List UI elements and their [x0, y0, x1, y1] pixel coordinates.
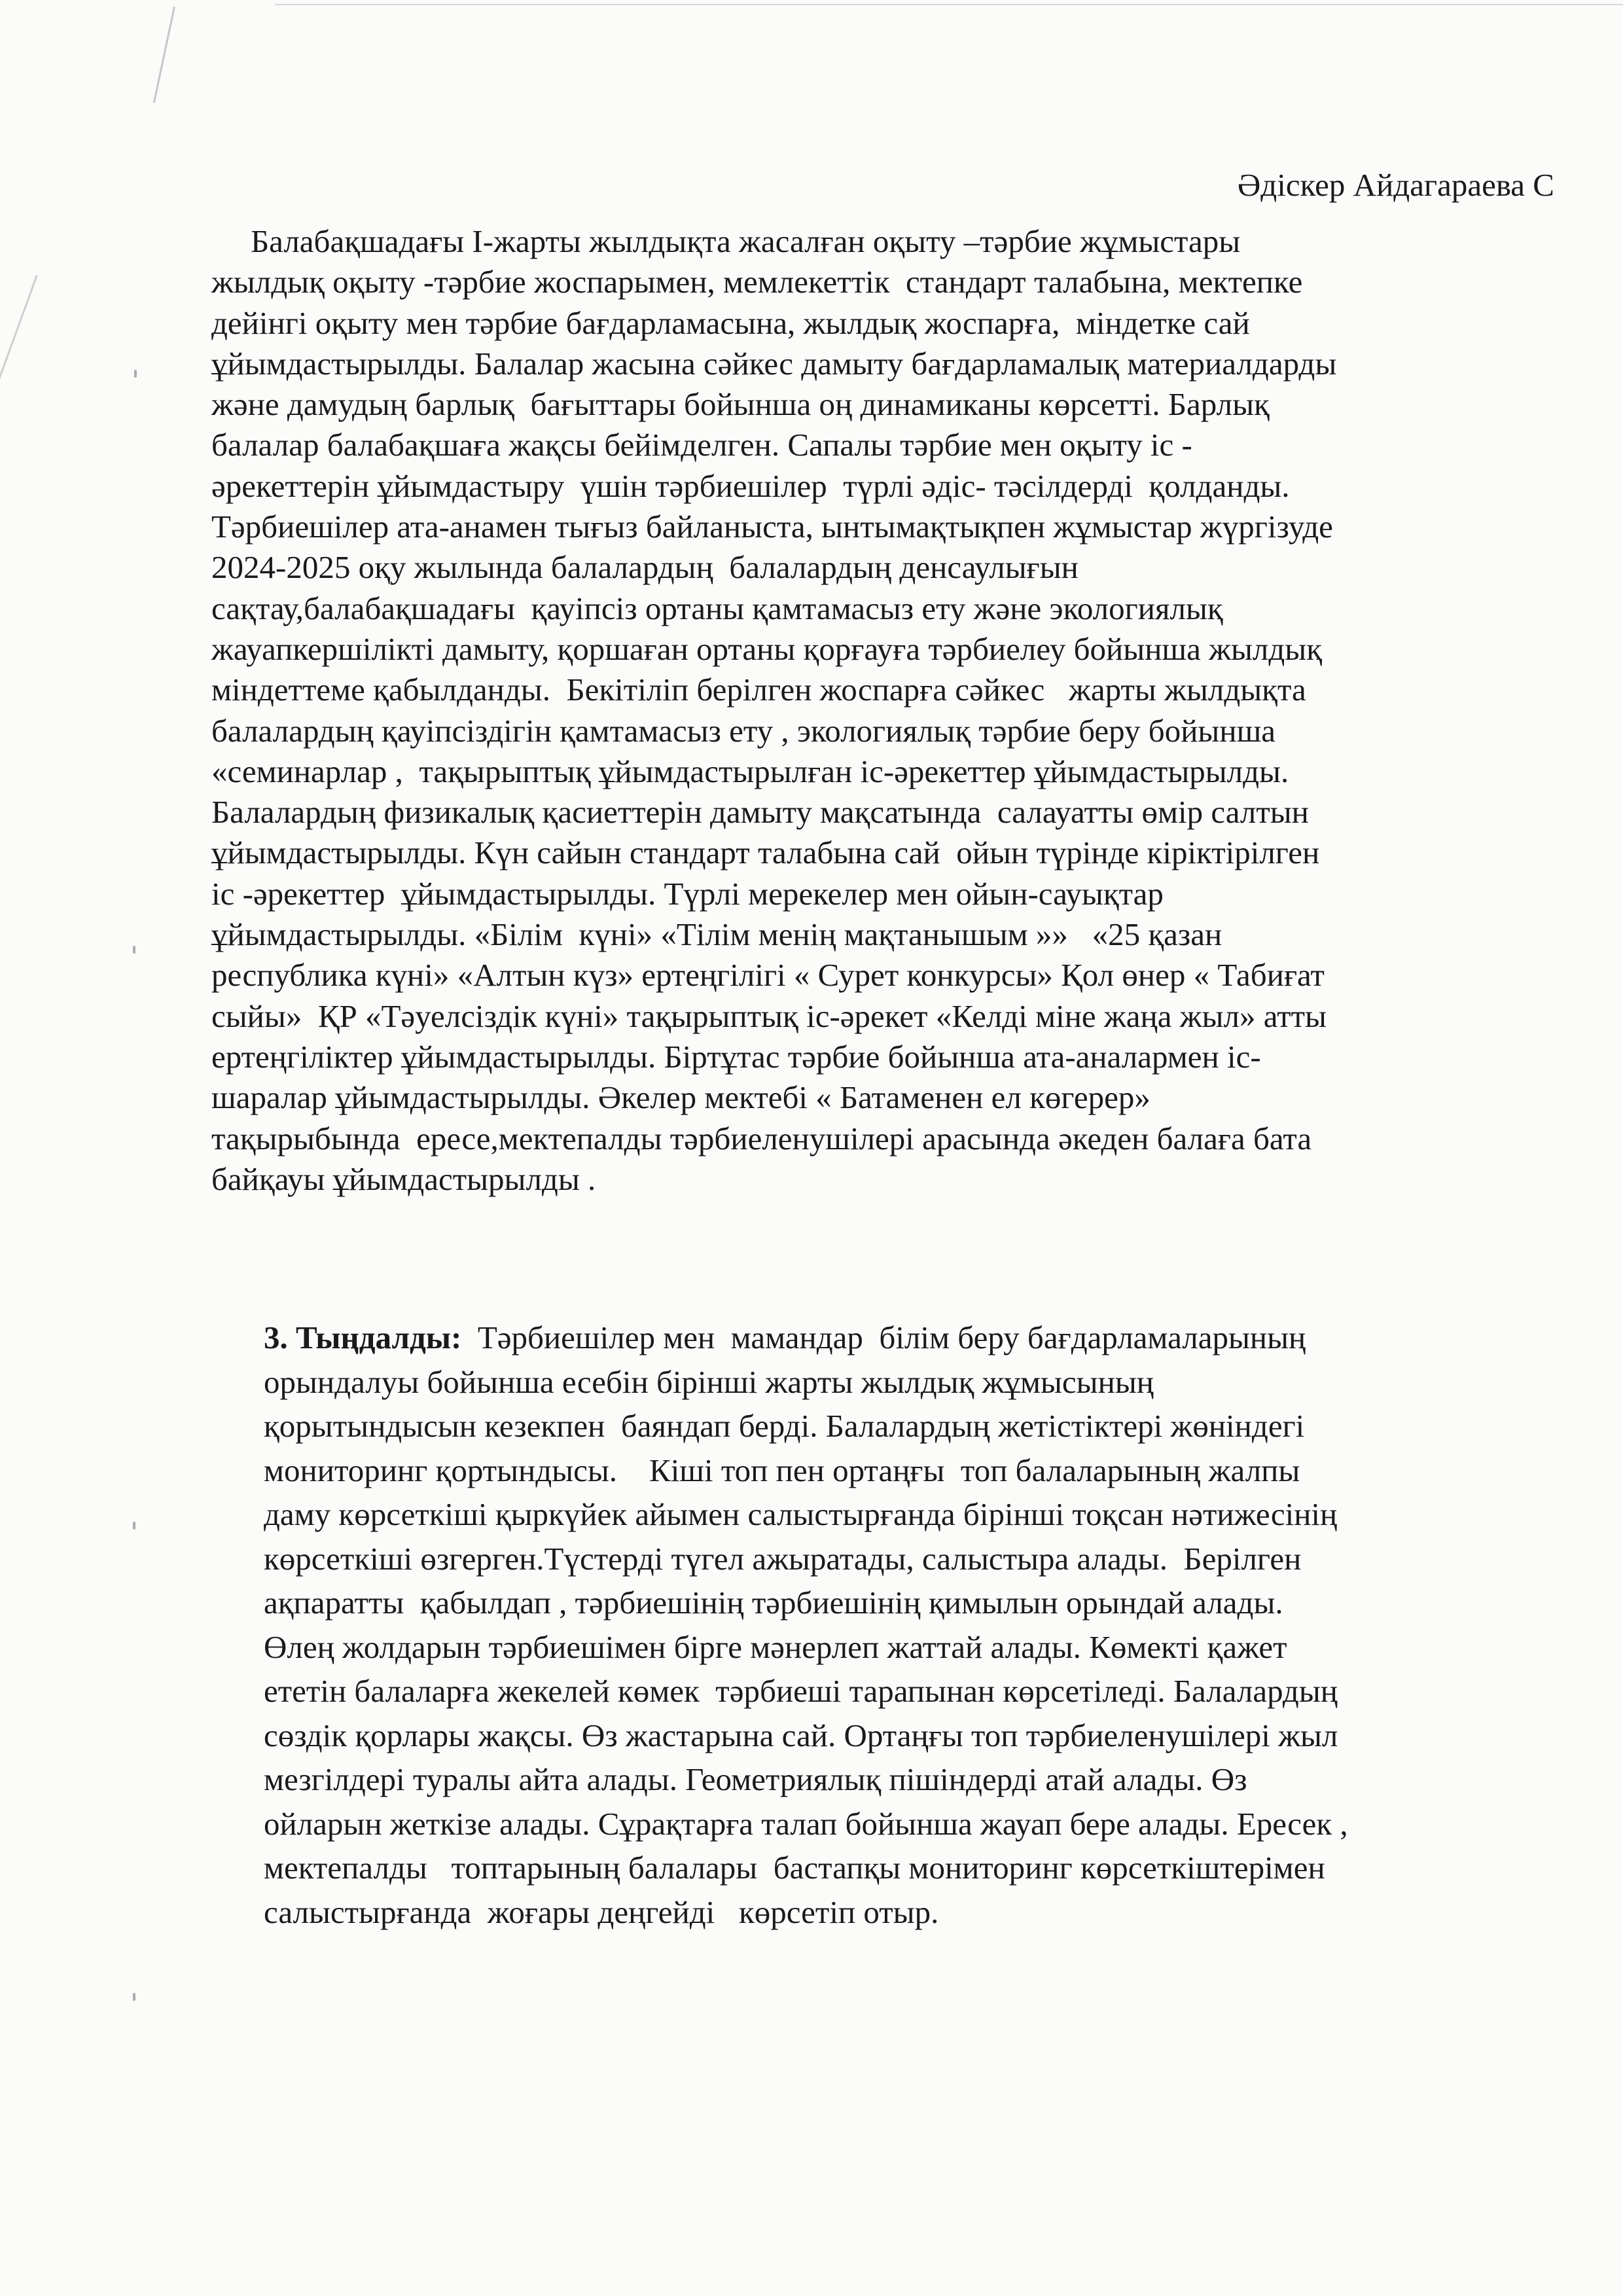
- text-line: балалардың қауіпсіздігін қамтамасыз ету , экологиялық тәрбие беру бойынша: [211, 712, 1276, 749]
- text-line: ойларын жеткізе алады. Сұрақтарға талап бойынша жауап бере алады. Ересек ,: [264, 1805, 1348, 1842]
- text-line: 2024-2025 оқу жылында балалардың балалардың денсаулығын: [211, 549, 1079, 586]
- margin-mark: [133, 946, 135, 954]
- text-line: іс -әрекеттер ұйымдастырылды. Түрлі мерекелер мен ойын-сауықтар: [211, 875, 1164, 912]
- text-line: әрекеттерін ұйымдастыру үшін тәрбиешілер түрлі әдіс- тәсілдерді қолданды.: [211, 467, 1290, 504]
- scan-edge-line-top: [153, 7, 175, 103]
- paragraph-main: [211, 221, 1566, 1200]
- text-line: Балалардың физикалық қасиеттерін дамыту мақсатында салауатты өмір салтын: [211, 794, 1309, 831]
- text-line: даму көрсеткіші қыркүйек айымен салыстырғанда бірінші тоқсан нәтижесінің: [264, 1496, 1338, 1532]
- text-line: байқауы ұйымдастырылды .: [211, 1160, 596, 1197]
- margin-mark: [133, 1522, 135, 1530]
- scan-top-border: [275, 4, 1623, 5]
- text-line: ұйымдастырылды. «Білім күні» «Тілім менің мақтанышым »» «25 қазан: [211, 916, 1222, 953]
- text-line: қорытындысын кезекпен баяндап берді. Балалардың жетістіктері жөніндегі: [264, 1408, 1305, 1444]
- text-line: ұйымдастырылды. Күн сайын стандарт талабына сай ойын түрінде кіріктірілген: [211, 834, 1320, 871]
- text-line: және дамудың барлық бағыттары бойынша оң динамиканы көрсетті. Барлық: [211, 386, 1270, 423]
- text-line: тақырыбында ересе,мектепалды тәрбиеленушілері арасында әкеден балаға бата: [211, 1120, 1312, 1157]
- text-line: сақтау,балабақшадағы қауіпсіз ортаны қамтамасыз ету және экологиялық: [211, 590, 1223, 626]
- text-line: ақпаратты қабылдап , тәрбиешінің тәрбиешінің қимылын орындай алады.: [264, 1585, 1283, 1621]
- section-3-first-line: [264, 1316, 1618, 1360]
- margin-mark: [133, 1993, 135, 2001]
- text-line: мектепалды топтарының балалары бастапқы мониторинг көрсеткіштерімен: [264, 1850, 1325, 1886]
- text-line: орындалуы бойынша есебін бірінші жарты жылдық жұмысының: [264, 1363, 1154, 1400]
- text-line: Балабақшадағы І-жарты жылдықта жасалған оқыту –тәрбие жұмыстары: [251, 223, 1241, 259]
- text-line: балалар балабақшаға жақсы бейімделген. Сапалы тәрбие мен оқыту іс -: [211, 427, 1192, 463]
- text-line: ертеңгіліктер ұйымдастырылды. Біртұтас тәрбие бойынша ата-аналармен іс-: [211, 1038, 1261, 1075]
- text-line: Өлең жолдарын тәрбиешімен бірге мәнерлеп жаттай алады. Көмекті қажет: [264, 1628, 1287, 1665]
- section-3-heading: 3. Тыңдалды:: [264, 1319, 462, 1355]
- text-line: республика күні» «Алтын күз» ертеңгілігі « Сурет конкурсы» Қол өнер « Табиғат: [211, 957, 1325, 994]
- section-3-paragraph: [264, 1316, 1618, 1934]
- text-line: көрсеткіші өзгерген.Түстерді түгел ажыратады, салыстыра алады. Берілген: [264, 1540, 1302, 1577]
- author-line: Әдіскер Айдагараева С: [1237, 167, 1554, 203]
- text-line: сөздік қорлары жақсы. Өз жастарына сай. Ортаңғы топ тәрбиеленушілері жыл: [264, 1717, 1338, 1753]
- text-line: мониторинг қортындысы. Кіші топ пен ортаңғы топ балаларының жалпы: [264, 1452, 1300, 1488]
- text-line: Тәрбиешілер ата-анамен тығыз байланыста, ынтымақтықпен жұмыстар жүргізуде: [211, 509, 1333, 545]
- margin-mark: [134, 370, 137, 378]
- scan-edge-line-left: [0, 275, 38, 546]
- text-line: жауапкершілікті дамыту, қоршаған ортаны қорғауға тәрбиелеу бойынша жылдық: [211, 630, 1323, 667]
- text-line: жылдық оқыту -тәрбие жоспарымен, мемлекеттік стандарт талабына, мектепке: [211, 264, 1303, 300]
- text-line: дейінгі оқыту мен тәрбие бағдарламасына, жылдық жоспарға, міндетке сай: [211, 304, 1250, 341]
- text-line: «семинарлар , тақырыптық ұйымдастырылған іс-әрекеттер ұйымдастырылды.: [211, 753, 1289, 789]
- text-line: міндеттеме қабылданды. Бекітіліп берілген жоспарға сәйкес жарты жылдықта: [211, 672, 1306, 708]
- text-line: ететін балаларға жекелей көмек тәрбиеші тарапынан көрсетіледі. Балалардың: [264, 1673, 1338, 1709]
- text-line: ұйымдастырылды. Балалар жасына сәйкес дамыту бағдарламалық материалдарды: [211, 345, 1337, 382]
- text-line: мезгілдері туралы айта алады. Геометриялық пішіндерді атай алады. Өз: [264, 1761, 1247, 1797]
- text-line: шаралар ұйымдастырылды. Әкелер мектебі « Батаменен ел көгерер»: [211, 1079, 1150, 1116]
- text-line: Тәрбиешілер мен мамандар білім беру бағдарламаларының: [461, 1319, 1306, 1355]
- text-line: салыстырғанда жоғары деңгейді көрсетіп отыр.: [264, 1893, 939, 1930]
- text-line: сыйы» ҚР «Тәуелсіздік күні» тақырыптық іс-әрекет «Келді міне жаңа жыл» атты: [211, 997, 1327, 1034]
